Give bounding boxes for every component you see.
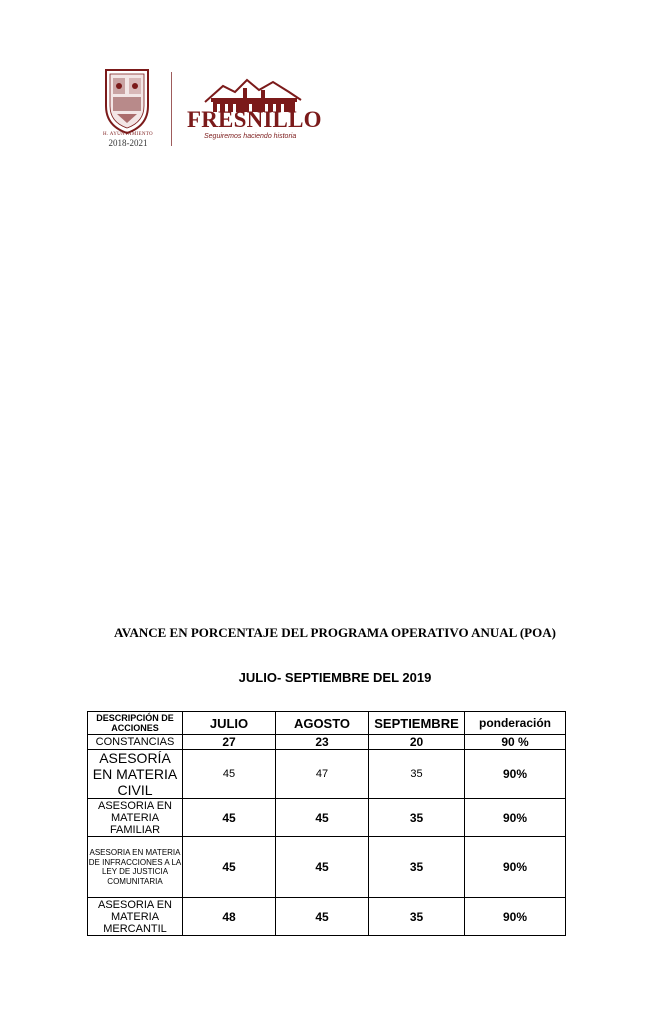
cell-ponderacion: 90% — [465, 837, 566, 898]
brand-name: FRESNILLO — [187, 107, 322, 132]
column-header-agosto: AGOSTO — [276, 712, 369, 735]
row-description: ASESORÍA EN MATERIA CIVIL — [88, 750, 183, 799]
cell-julio: 45 — [183, 799, 276, 837]
row-description: CONSTANCIAS — [88, 735, 183, 750]
letterhead — [100, 66, 320, 156]
table-row — [88, 735, 566, 750]
table-row — [88, 898, 566, 936]
cell-agosto: 45 — [276, 799, 369, 837]
row-description: ASESORIA EN MATERIA DE INFRACCIONES A LA LEY DE JUSTICIA COMUNITARIA — [88, 837, 183, 898]
column-header-septiembre: SEPTIEMBRE — [369, 712, 465, 735]
poa-table — [87, 711, 566, 936]
cell-ponderacion: 90% — [465, 898, 566, 936]
cell-ponderacion: 90% — [465, 750, 566, 799]
cell-ponderacion: 90% — [465, 799, 566, 837]
cell-agosto: 47 — [276, 750, 369, 799]
cell-septiembre: 35 — [369, 799, 465, 837]
header-divider — [171, 72, 172, 146]
cell-septiembre: 35 — [369, 837, 465, 898]
table-row — [88, 750, 566, 799]
row-description: ASESORIA EN MATERIA MERCANTIL — [88, 898, 183, 936]
cell-agosto: 45 — [276, 837, 369, 898]
column-header-julio: JULIO — [183, 712, 276, 735]
cell-julio: 48 — [183, 898, 276, 936]
seal-caption-text: H. AYUNTAMIENTO — [103, 132, 153, 137]
cell-julio: 45 — [183, 837, 276, 898]
column-header-ponderacion: ponderación — [465, 712, 566, 735]
cell-septiembre: 35 — [369, 898, 465, 936]
cell-agosto: 23 — [276, 735, 369, 750]
row-description: ASESORIA EN MATERIA FAMILIAR — [88, 799, 183, 837]
cell-septiembre: 35 — [369, 750, 465, 799]
brand-tagline: Seguiremos haciendo historia — [204, 133, 297, 140]
column-header-description: DESCRIPCIÓN DE ACCIONES — [88, 712, 183, 735]
table-header-row — [88, 712, 566, 735]
cell-septiembre: 20 — [369, 735, 465, 750]
cell-julio: 27 — [183, 735, 276, 750]
cell-julio: 45 — [183, 750, 276, 799]
seal-caption-years: 2018-2021 — [108, 138, 148, 148]
municipal-seal-icon — [100, 66, 154, 136]
table-row — [88, 837, 566, 898]
table-row — [88, 799, 566, 837]
seal-caption — [100, 132, 156, 148]
document-title: AVANCE EN PORCENTAJE DEL PROGRAMA OPERATIVO ANUAL (POA) — [114, 625, 556, 640]
cell-ponderacion: 90 % — [465, 735, 566, 750]
document-subtitle: JULIO- SEPTIEMBRE DEL 2019 — [238, 670, 432, 685]
cell-agosto: 45 — [276, 898, 369, 936]
